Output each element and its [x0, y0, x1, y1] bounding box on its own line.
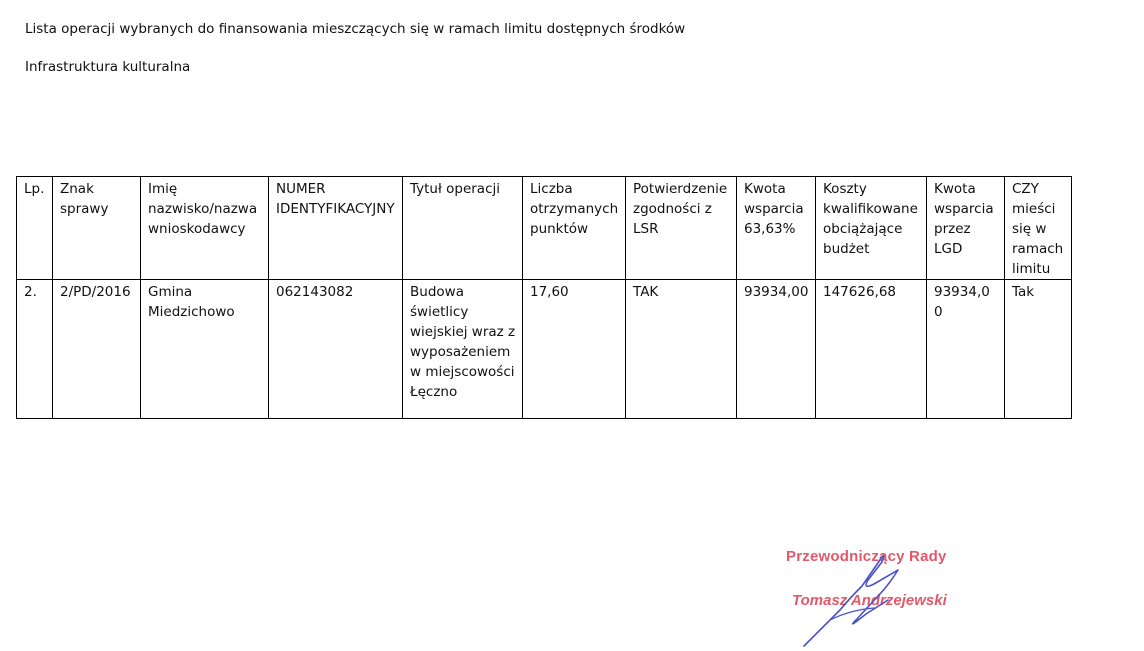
cell-operation-title: Budowa świetlicy wiejskiej wraz z wyposażeniem w miejscowości Łęczno — [403, 280, 523, 419]
stamp-position: Przewodniczący Rady — [786, 548, 947, 565]
stamp-name: Tomasz Andrzejewski — [792, 592, 947, 609]
header-within-limit: CZY mieści się w ramach limitu — [1005, 177, 1072, 280]
cell-case-number: 2/PD/2016 — [53, 280, 141, 419]
cell-support-amount: 93934,00 — [737, 280, 816, 419]
cell-lsr-confirmation: TAK — [626, 280, 737, 419]
header-lgd-support: Kwota wsparcia przez LGD — [927, 177, 1005, 280]
table-header-row — [17, 177, 1072, 280]
header-case-number: Znak sprawy — [53, 177, 141, 280]
cell-id-number: 062143082 — [269, 280, 403, 419]
section-subtitle: Infrastruktura kulturalna — [25, 59, 191, 75]
cell-eligible-costs: 147626,68 — [816, 280, 927, 419]
cell-lgd-support: 93934,00 — [927, 280, 1005, 419]
handwritten-signature — [770, 540, 990, 650]
header-support-amount: Kwota wsparcia 63,63% — [737, 177, 816, 280]
document-title: Lista operacji wybranych do finansowania mieszczących się w ramach limitu dostępnych środków — [25, 21, 686, 37]
table-row — [17, 280, 1072, 419]
header-operation-title: Tytuł operacji — [403, 177, 523, 280]
header-id-number: NUMER IDENTYFIKACYJNY — [269, 177, 403, 280]
header-points: Liczba otrzymanych punktów — [523, 177, 626, 280]
header-lsr-confirmation: Potwierdzenie zgodności z LSR — [626, 177, 737, 280]
cell-lp: 2. — [17, 280, 53, 419]
cell-points: 17,60 — [523, 280, 626, 419]
cell-applicant: Gmina Miedzichowo — [141, 280, 269, 419]
header-applicant: Imię nazwisko/nazwa wnioskodawcy — [141, 177, 269, 280]
cell-within-limit: Tak — [1005, 280, 1072, 419]
header-eligible-costs: Koszty kwalifikowane obciążające budżet — [816, 177, 927, 280]
official-stamp — [770, 540, 990, 650]
operations-table — [16, 176, 1072, 419]
header-lp: Lp. — [17, 177, 53, 280]
